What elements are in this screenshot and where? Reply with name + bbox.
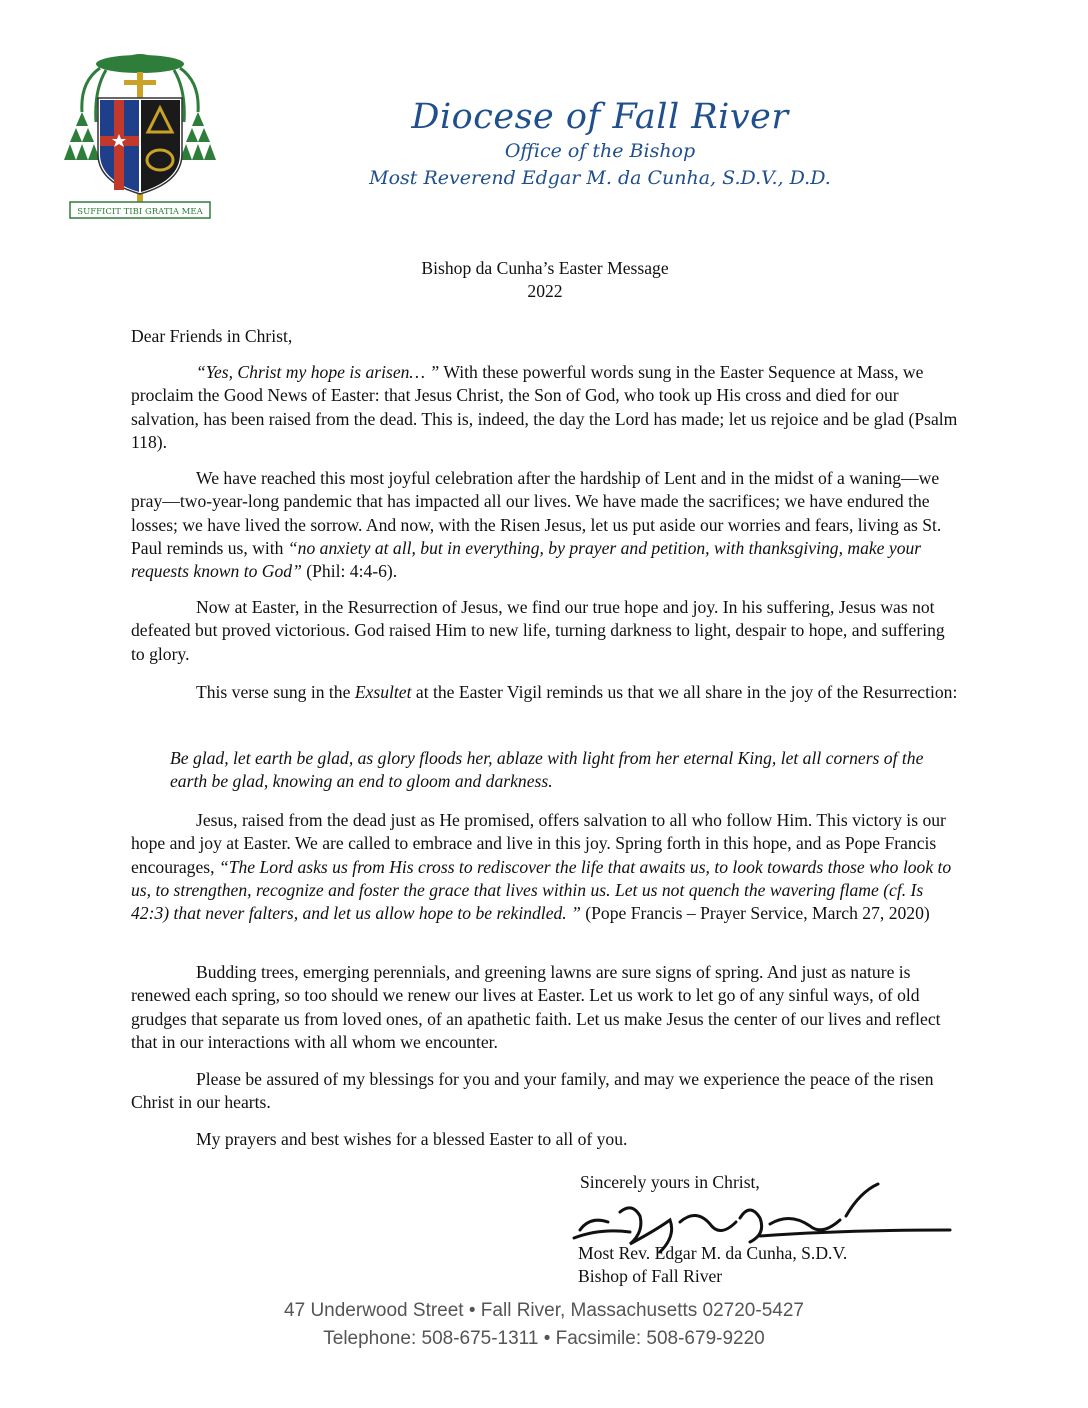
coat-of-arms-icon	[60, 42, 220, 228]
office-name: Office of the Bishop	[504, 140, 696, 162]
title-line-2: 2022	[527, 281, 563, 302]
exsultet-word: Exsultet	[354, 682, 412, 702]
paragraph-5: Jesus, raised from the dead just as He promised, offers salvation to all who follow Him. This victory is our hope and joy at Easter. We are called to embrace and live in this joy. Spring forth in this hope, and as Pope Francis encourages, “The Lord asks us from His cross to rediscover the life that awaits us, to look towards those who look to us, to strengthen, recognize and foster the grace that lives within us. Let us not quench the wavering flame (cf. Is 42:3) that never falters, and let us allow hope to be rekindled. ” (Pope Francis – Prayer Service, March 27, 2020)	[131, 810, 952, 924]
diocese-name: Diocese of Fall River	[411, 97, 789, 137]
motto-text: SUFFICIT TIBI GRATIA MEA	[77, 207, 203, 217]
salutation: Dear Friends in Christ,	[131, 326, 293, 346]
paragraph-1: “Yes, Christ my hope is arisen… ” With these powerful words sung in the Easter Sequence at Mass, we proclaim the Good News of Easter: that Jesus Christ, the Son of God, who took up His cross and died for our salvation, has been raised from the dead. This is, indeed, the day the Lord has made; let us rejoice and be glad (Psalm 118).	[131, 362, 958, 452]
paragraph-4: This verse sung in the Exsultet at the Easter Vigil reminds us that we all share in the joy of the Resurrection:	[196, 682, 958, 702]
paragraph-3: Now at Easter, in the Resurrection of Jesus, we find our true hope and joy. In his suffering, Jesus was not defeated but proved victorious. God raised Him to new life, turning darkness to light, despair to hope, and suffering to glory.	[131, 597, 945, 664]
sequence-quote: “Yes, Christ my hope is arisen… ”	[196, 362, 440, 382]
letter-title	[300, 257, 790, 304]
phil-quote: “no anxiety at all, but in everything, by prayer and petition, with thanksgiving, make your requests known to God”	[131, 537, 922, 582]
pope-quote: “The Lord asks us from His cross to rediscover the life that awaits us, to look towards those who look to us, to strengthen, recognize and foster the grace that lives within us. Let us not quench the wavering flame (cf. Is 42:3) that never falters, and let us allow hope to be rekindled. ”	[131, 856, 952, 924]
paragraph-8: My prayers and best wishes for a blessed Easter to all of you.	[196, 1129, 628, 1149]
letterhead-footer	[0, 1297, 1088, 1353]
paragraph-7: Please be assured of my blessings for you and your family, and may we experience the peace of the risen Christ in our hearts.	[131, 1069, 934, 1113]
paragraph-6: Budding trees, emerging perennials, and greening lawns are sure signs of spring. And just as nature is renewed each spring, so too should we renew our lives at Easter. Let us work to let go of any sinful ways, of old grudges that separate us from loved ones, of an apathetic faith. Let us make Jesus the center of our lives and reflect that in our interactions with all whom we encounter.	[131, 962, 941, 1052]
closing: Sincerely yours in Christ,	[580, 1172, 760, 1192]
signer-title: Bishop of Fall River	[578, 1266, 723, 1287]
signature-block	[578, 1242, 847, 1289]
exsultet-verse: Be glad, let earth be glad, as glory floods her, ablaze with light from her eternal King, let all corners of the earth be glad, knowing an end to gloom and darkness.	[170, 748, 924, 792]
footer-address: 47 Underwood Street • Fall River, Massachusetts 02720-5427	[284, 1300, 804, 1321]
paragraph-2: We have reached this most joyful celebration after the hardship of Lent and in the midst of a waning—we pray—two-year-long pandemic that has impacted all our lives. We have made the sacrifices; we have endured the losses; we have lived the sorrow. And now, with the Risen Jesus, let us put aside our worries and fears, living as St. Paul reminds us, with “no anxiety at all, but in everything, by prayer and petition, with thanksgiving, make your requests known to God” (Phil: 4:4-6).	[131, 468, 942, 582]
letterhead	[320, 96, 880, 192]
signer-name: Most Rev. Edgar M. da Cunha, S.D.V.	[578, 1243, 848, 1263]
bishop-name: Most Reverend Edgar M. da Cunha, S.D.V., D.D.	[369, 167, 831, 189]
footer-contact: Telephone: 508-675-1311 • Facsimile: 508-679-9220	[323, 1328, 765, 1349]
title-line-1: Bishop da Cunha’s Easter Message	[421, 258, 669, 278]
